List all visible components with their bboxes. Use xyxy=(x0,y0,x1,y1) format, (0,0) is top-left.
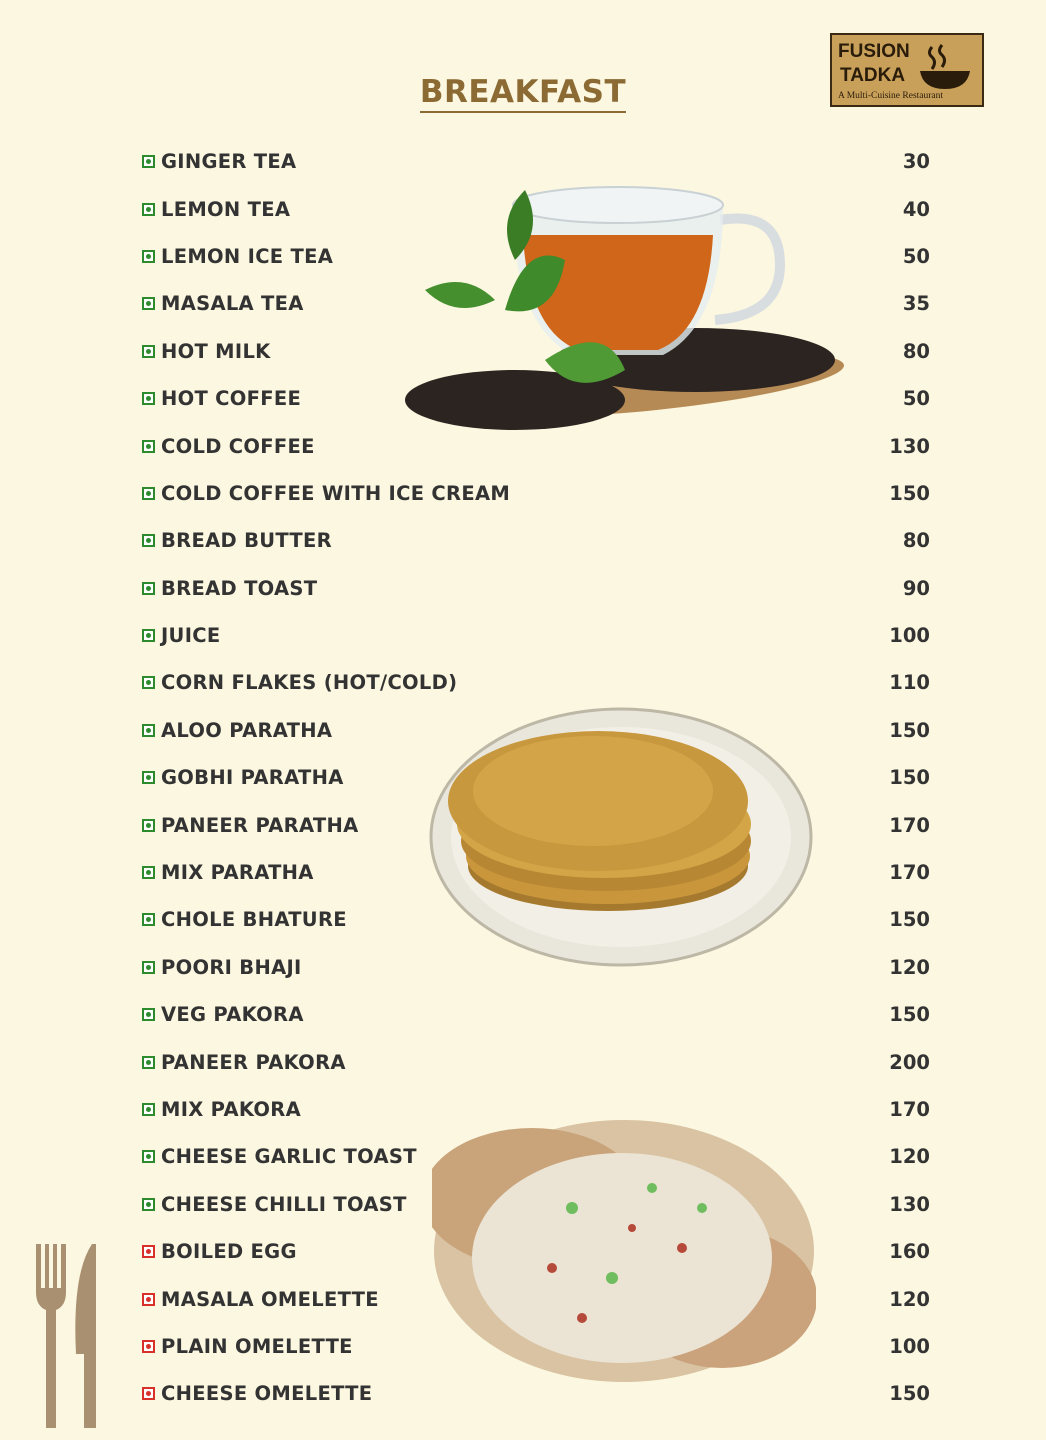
menu-item xyxy=(142,944,930,991)
menu-item-name: PANEER PAKORA xyxy=(161,1050,346,1074)
menu-item-name: ALOO PARATHA xyxy=(161,718,333,742)
veg-mark-icon xyxy=(142,440,155,453)
menu-item xyxy=(142,896,930,943)
menu-item-left xyxy=(142,577,317,600)
menu-list xyxy=(142,138,930,1418)
veg-mark-icon xyxy=(142,203,155,216)
fork-knife-icon xyxy=(30,1240,106,1432)
menu-item-price: 100 xyxy=(889,624,930,648)
menu-item-price: 160 xyxy=(889,1240,930,1264)
menu-item-price: 130 xyxy=(889,434,930,458)
menu-item xyxy=(142,565,930,612)
menu-item xyxy=(142,517,930,564)
veg-mark-icon xyxy=(142,487,155,500)
menu-item-price: 170 xyxy=(889,1098,930,1121)
menu-item xyxy=(142,801,930,848)
menu-item-left xyxy=(142,1193,407,1216)
menu-item-price: 150 xyxy=(889,908,930,932)
menu-item xyxy=(142,1228,930,1275)
menu-item-name: MIX PAKORA xyxy=(161,1098,301,1121)
menu-item-price: 120 xyxy=(889,1145,930,1169)
menu-item-price: 40 xyxy=(902,197,930,221)
menu-item-price: 50 xyxy=(902,387,930,411)
menu-item xyxy=(142,470,930,517)
menu-item-left xyxy=(142,1240,297,1263)
nonveg-mark-icon xyxy=(142,1245,155,1258)
menu-item-price: 110 xyxy=(889,671,930,695)
menu-item-left xyxy=(142,956,302,979)
menu-item-price: 150 xyxy=(889,481,930,505)
veg-mark-icon xyxy=(142,961,155,974)
menu-item-price: 150 xyxy=(889,1382,930,1406)
menu-item-price: 30 xyxy=(902,150,930,174)
menu-item-name: PLAIN OMELETTE xyxy=(161,1334,353,1358)
menu-item-name: HOT COFFEE xyxy=(161,387,302,411)
menu-item-left xyxy=(142,482,510,505)
veg-mark-icon xyxy=(142,582,155,595)
veg-mark-icon xyxy=(142,1008,155,1021)
menu-item xyxy=(142,138,930,185)
menu-item-name: COLD COFFEE xyxy=(161,434,315,458)
veg-mark-icon xyxy=(142,819,155,832)
menu-item xyxy=(142,1275,930,1322)
veg-mark-icon xyxy=(142,534,155,547)
nonveg-mark-icon xyxy=(142,1340,155,1353)
menu-item-name: COLD COFFEE WITH ICE CREAM xyxy=(161,481,511,505)
menu-item xyxy=(142,233,930,280)
menu-item-name: LEMON TEA xyxy=(161,197,291,221)
menu-item-price: 80 xyxy=(902,529,930,553)
menu-item xyxy=(142,1133,930,1180)
menu-item-left xyxy=(142,245,333,268)
menu-item-left xyxy=(142,529,332,552)
menu-item-left xyxy=(142,671,457,694)
veg-mark-icon xyxy=(142,1103,155,1116)
menu-item-price: 150 xyxy=(889,1003,930,1027)
menu-item-left xyxy=(142,150,296,173)
menu-item-name: GINGER TEA xyxy=(161,150,297,174)
menu-item xyxy=(142,422,930,469)
menu-item-price: 50 xyxy=(902,244,930,268)
menu-item-name: MASALA OMELETTE xyxy=(161,1287,379,1311)
menu-item-name: MASALA TEA xyxy=(161,292,304,316)
menu-item-price: 150 xyxy=(889,718,930,742)
menu-item-left xyxy=(142,292,304,315)
menu-item-left xyxy=(142,435,315,458)
veg-mark-icon xyxy=(142,1056,155,1069)
menu-item xyxy=(142,1323,930,1370)
logo-line1: FUSION xyxy=(838,41,910,62)
veg-mark-icon xyxy=(142,866,155,879)
menu-item-name: CORN FLAKES (HOT/COLD) xyxy=(161,671,458,695)
menu-item-left xyxy=(142,719,332,742)
menu-item xyxy=(142,1181,930,1228)
veg-mark-icon xyxy=(142,297,155,310)
menu-item-price: 170 xyxy=(889,813,930,837)
menu-item-name: PANEER PARATHA xyxy=(161,813,359,837)
menu-item-name: CHEESE GARLIC TOAST xyxy=(161,1145,417,1169)
menu-item-left xyxy=(142,1051,346,1074)
menu-item-price: 170 xyxy=(889,861,930,885)
menu-item xyxy=(142,1086,930,1133)
menu-item-left xyxy=(142,908,347,931)
menu-item xyxy=(142,754,930,801)
nonveg-mark-icon xyxy=(142,1387,155,1400)
restaurant-logo xyxy=(830,33,984,107)
menu-item-name: CHEESE OMELETTE xyxy=(161,1382,373,1406)
menu-item-price: 150 xyxy=(889,766,930,790)
menu-item-name: POORI BHAJI xyxy=(161,955,302,979)
menu-item-left xyxy=(142,814,358,837)
menu-item-price: 35 xyxy=(902,292,930,316)
veg-mark-icon xyxy=(142,250,155,263)
veg-mark-icon xyxy=(142,392,155,405)
menu-item-name: JUICE xyxy=(161,624,221,648)
menu-item-left xyxy=(142,861,314,884)
menu-item-price: 90 xyxy=(902,576,930,600)
menu-item xyxy=(142,1370,930,1417)
menu-item-left xyxy=(142,624,220,647)
veg-mark-icon xyxy=(142,1150,155,1163)
veg-mark-icon xyxy=(142,629,155,642)
nonveg-mark-icon xyxy=(142,1293,155,1306)
menu-item xyxy=(142,612,930,659)
menu-item-left xyxy=(142,1382,372,1405)
menu-item-left xyxy=(142,387,301,410)
menu-item-price: 120 xyxy=(889,1287,930,1311)
menu-item-left xyxy=(142,1335,353,1358)
menu-item xyxy=(142,375,930,422)
veg-mark-icon xyxy=(142,771,155,784)
menu-item-name: CHOLE BHATURE xyxy=(161,908,347,932)
menu-item-name: MIX PARATHA xyxy=(161,861,314,885)
logo-line2: TADKA xyxy=(840,65,906,86)
menu-item-name: BREAD BUTTER xyxy=(161,529,332,553)
menu-item-left xyxy=(142,766,344,789)
menu-item-name: VEG PAKORA xyxy=(161,1003,304,1027)
menu-item-price: 130 xyxy=(889,1192,930,1216)
menu-item-left xyxy=(142,340,271,363)
menu-item xyxy=(142,707,930,754)
menu-item-name: GOBHI PARATHA xyxy=(161,766,344,790)
menu-item-price: 200 xyxy=(889,1050,930,1074)
menu-item xyxy=(142,280,930,327)
menu-item xyxy=(142,659,930,706)
menu-item-name: CHEESE CHILLI TOAST xyxy=(161,1192,407,1216)
menu-item-left xyxy=(142,1098,301,1121)
menu-item-name: BOILED EGG xyxy=(161,1240,297,1264)
menu-item-name: LEMON ICE TEA xyxy=(161,244,334,268)
menu-item xyxy=(142,991,930,1038)
menu-item-left xyxy=(142,1145,417,1168)
menu-item-left xyxy=(142,1288,379,1311)
menu-item-left xyxy=(142,1003,304,1026)
veg-mark-icon xyxy=(142,724,155,737)
menu-item xyxy=(142,185,930,232)
veg-mark-icon xyxy=(142,345,155,358)
menu-item xyxy=(142,328,930,375)
menu-item xyxy=(142,849,930,896)
logo-tagline: A Multi-Cuisine Restaurant xyxy=(838,91,944,101)
menu-item-name: HOT MILK xyxy=(161,339,271,363)
veg-mark-icon xyxy=(142,676,155,689)
page-title-text: BREAKFAST xyxy=(420,74,626,113)
menu-item xyxy=(142,1038,930,1085)
menu-item-name: BREAD TOAST xyxy=(161,576,318,600)
menu-item-price: 100 xyxy=(889,1334,930,1358)
veg-mark-icon xyxy=(142,1198,155,1211)
veg-mark-icon xyxy=(142,155,155,168)
menu-item-price: 80 xyxy=(902,339,930,363)
veg-mark-icon xyxy=(142,913,155,926)
menu-item-left xyxy=(142,198,290,221)
bowl-icon xyxy=(916,43,974,93)
menu-item-price: 120 xyxy=(889,955,930,979)
